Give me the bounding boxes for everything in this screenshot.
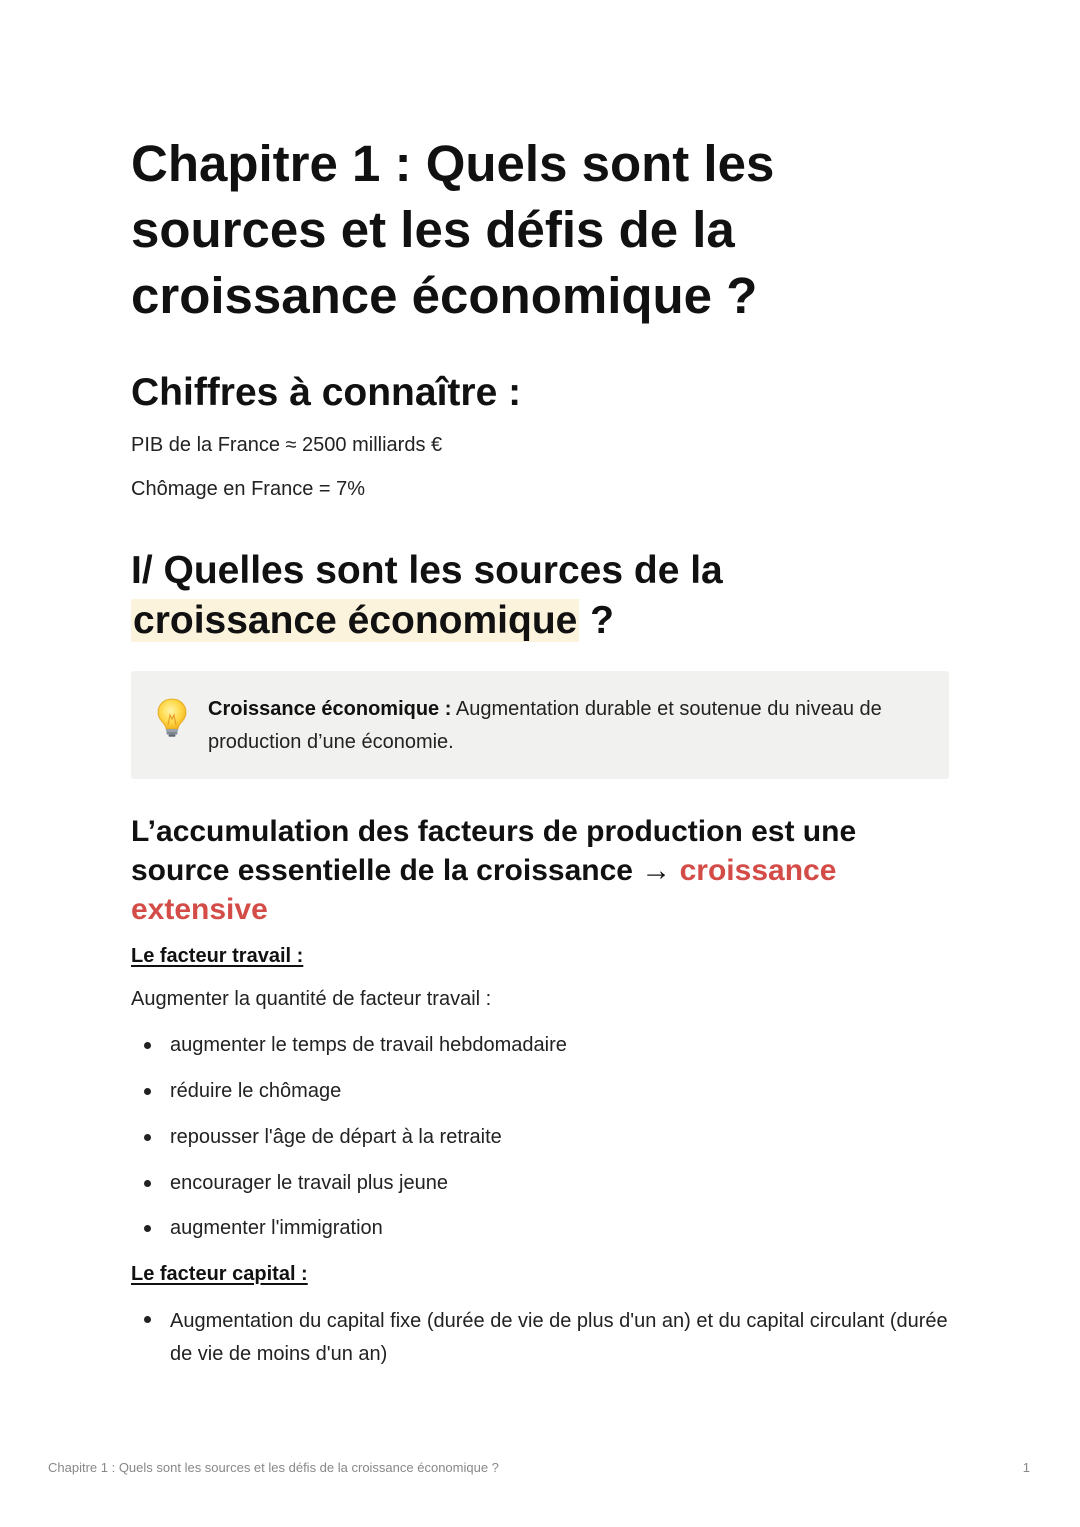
chiffres-heading: Chiffres à connaître : — [131, 371, 522, 414]
croissance-extensive-label: croissance extensive — [131, 854, 837, 926]
section-heading-suffix: ? — [579, 599, 615, 642]
list-item: réduire le chômage — [131, 1077, 951, 1105]
capital-list — [131, 1305, 951, 1371]
section-heading-prefix: I/ Quelles sont les sources de la — [131, 549, 723, 592]
chiffre-chomage: Chômage en France = 7% — [131, 478, 366, 500]
definition-text — [208, 693, 928, 759]
list-item: encourager le travail plus jeune — [131, 1169, 951, 1197]
arrow-right-icon: → — [641, 854, 672, 887]
chiffre-pib: PIB de la France ≈ 2500 milliards € — [131, 434, 443, 456]
accumulation-heading — [131, 812, 921, 929]
definition-body: Augmentation durable et soutenue du niveau de production d’une économie. — [208, 698, 882, 753]
facteur-travail-heading: Le facteur travail : — [131, 945, 304, 967]
page-footer: Chapitre 1 : Quels sont les sources et les défis de la croissance économique ? — [48, 1460, 499, 1475]
list-item: augmenter l'immigration — [131, 1214, 951, 1242]
facteur-capital-heading: Le facteur capital : — [131, 1263, 308, 1285]
accumulation-text: L’accumulation des facteurs de production est une source essentielle de la croissance — [131, 815, 857, 887]
section-heading — [131, 546, 891, 646]
section-heading-highlight: croissance économique — [133, 599, 578, 642]
list-item: repousser l'âge de départ à la retraite — [131, 1123, 951, 1151]
list-item: augmenter le temps de travail hebdomadaire — [131, 1031, 951, 1059]
list-item: Augmentation du capital fixe (durée de vie de plus d'un an) et du capital circulant (durée de vie de moins d'un an) — [131, 1305, 951, 1371]
definition-term: Croissance économique : — [208, 698, 452, 720]
lightbulb-icon — [155, 697, 189, 737]
facteur-travail-intro: Augmenter la quantité de facteur travail : — [131, 988, 492, 1010]
page-number: 1 — [1022, 1460, 1030, 1475]
definition-callout — [131, 671, 949, 779]
travail-list — [131, 1031, 951, 1242]
page-title: Chapitre 1 : Quels sont les sources et les défis de la croissance économique ? — [131, 135, 775, 324]
